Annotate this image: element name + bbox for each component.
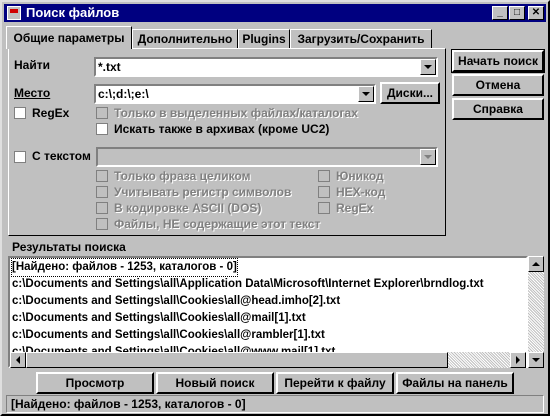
tab-plugins-label: Plugins	[242, 32, 286, 46]
close-button[interactable]: ✕	[528, 6, 544, 20]
tab-general[interactable]	[6, 26, 132, 49]
tab-advanced-label: Дополнительно	[137, 32, 233, 46]
arrow-left-icon	[11, 353, 25, 367]
regex-checkbox[interactable]	[14, 107, 26, 119]
list-item[interactable]: c:\Documents and Settings\all\Application Data\Microsoft\Internet Explorer\brndlog.txt	[12, 278, 484, 290]
text-regex-checkbox[interactable]	[318, 202, 330, 214]
ascii-dos-checkbox[interactable]	[96, 202, 108, 214]
scroll-left-button[interactable]	[10, 352, 26, 368]
title-bar[interactable]	[4, 4, 546, 22]
files-to-panel-button[interactable]: Файлы на панель	[396, 372, 514, 394]
with-text-checkbox[interactable]	[14, 151, 26, 163]
search-archives-checkbox[interactable]	[96, 123, 108, 135]
place-label-text: Место	[14, 86, 51, 100]
scroll-up-button[interactable]	[528, 256, 544, 272]
window-title: Поиск файлов	[26, 5, 120, 20]
unicode-label: Юникод	[336, 169, 384, 183]
text-regex-label: RegEx	[336, 201, 374, 215]
results-label: Результаты поиска	[12, 240, 126, 254]
arrow-right-icon	[511, 353, 525, 367]
only-selected-label: Только в выделенных файлах/каталогах	[114, 106, 358, 120]
scroll-track[interactable]	[528, 272, 544, 352]
start-search-button[interactable]: Начать поиск	[452, 50, 544, 72]
text-search-combo[interactable]	[96, 147, 438, 167]
not-containing-checkbox[interactable]	[96, 218, 108, 230]
chevron-down-icon[interactable]	[420, 149, 436, 165]
tab-general-label: Общие параметры	[13, 31, 125, 45]
minimize-button[interactable]: _	[492, 6, 508, 20]
view-button[interactable]: Просмотр	[36, 372, 154, 394]
arrow-down-icon	[529, 353, 543, 367]
arrow-up-icon	[529, 257, 543, 271]
tab-load-save[interactable]	[290, 29, 432, 48]
goto-file-button[interactable]: Перейти к файлу	[276, 372, 394, 394]
tab-plugins[interactable]	[238, 29, 290, 48]
chevron-down-icon[interactable]	[358, 86, 374, 102]
maximize-button[interactable]: □	[509, 6, 525, 20]
list-item[interactable]: c:\Documents and Settings\all\Cookies\all@rambler[1].txt	[12, 329, 325, 341]
drives-button[interactable]: Диски...	[380, 82, 440, 104]
search-archives-label: Искать также в архивах (кроме UC2)	[114, 122, 330, 136]
app-icon	[7, 6, 21, 20]
place-label	[14, 86, 50, 100]
tab-load-save-label: Загрузить/Сохранить	[297, 32, 425, 46]
not-containing-label: Файлы, НЕ содержащие этот текст	[114, 217, 321, 231]
help-button[interactable]: Справка	[452, 98, 544, 120]
list-item[interactable]: c:\Documents and Settings\all\Cookies\all@head.imho[2].txt	[12, 295, 341, 307]
with-text-label: С текстом	[32, 149, 91, 163]
case-sensitive-label: Учитывать регистр символов	[114, 185, 292, 199]
chevron-down-icon[interactable]	[420, 59, 436, 75]
cancel-button[interactable]: Отмена	[452, 74, 544, 96]
status-bar: [Найдено: файлов - 1253, каталогов - 0]	[6, 395, 544, 413]
case-sensitive-checkbox[interactable]	[96, 186, 108, 198]
unicode-checkbox[interactable]	[318, 170, 330, 182]
whole-phrase-label: Только фраза целиком	[114, 169, 251, 183]
tab-advanced[interactable]	[132, 29, 238, 48]
ascii-dos-label: В кодировке ASCII (DOS)	[114, 201, 262, 215]
list-item[interactable]: [Найдено: файлов - 1253, каталогов - 0]	[12, 259, 237, 276]
regex-label: RegEx	[32, 106, 70, 120]
new-search-button[interactable]: Новый поиск	[156, 372, 274, 394]
find-mask-combo[interactable]	[94, 57, 438, 77]
horizontal-scroll-thumb[interactable]	[26, 352, 448, 368]
horizontal-scroll-track[interactable]	[448, 352, 510, 368]
find-mask-value: *.txt	[98, 60, 121, 74]
place-combo[interactable]	[94, 84, 376, 104]
list-item[interactable]: c:\Documents and Settings\all\Cookies\all@mail[1].txt	[12, 312, 306, 324]
find-label: Найти	[14, 58, 50, 72]
whole-phrase-checkbox[interactable]	[96, 170, 108, 182]
place-value: c:\;d:\;e:\	[98, 87, 149, 101]
scroll-down-button[interactable]	[528, 352, 544, 368]
scroll-right-button[interactable]	[510, 352, 526, 368]
results-horizontal-scrollbar[interactable]	[8, 352, 526, 368]
results-vertical-scrollbar[interactable]	[528, 256, 544, 368]
hex-code-label: HEX-код	[336, 185, 386, 199]
only-selected-checkbox[interactable]	[96, 107, 108, 119]
hex-code-checkbox[interactable]	[318, 186, 330, 198]
